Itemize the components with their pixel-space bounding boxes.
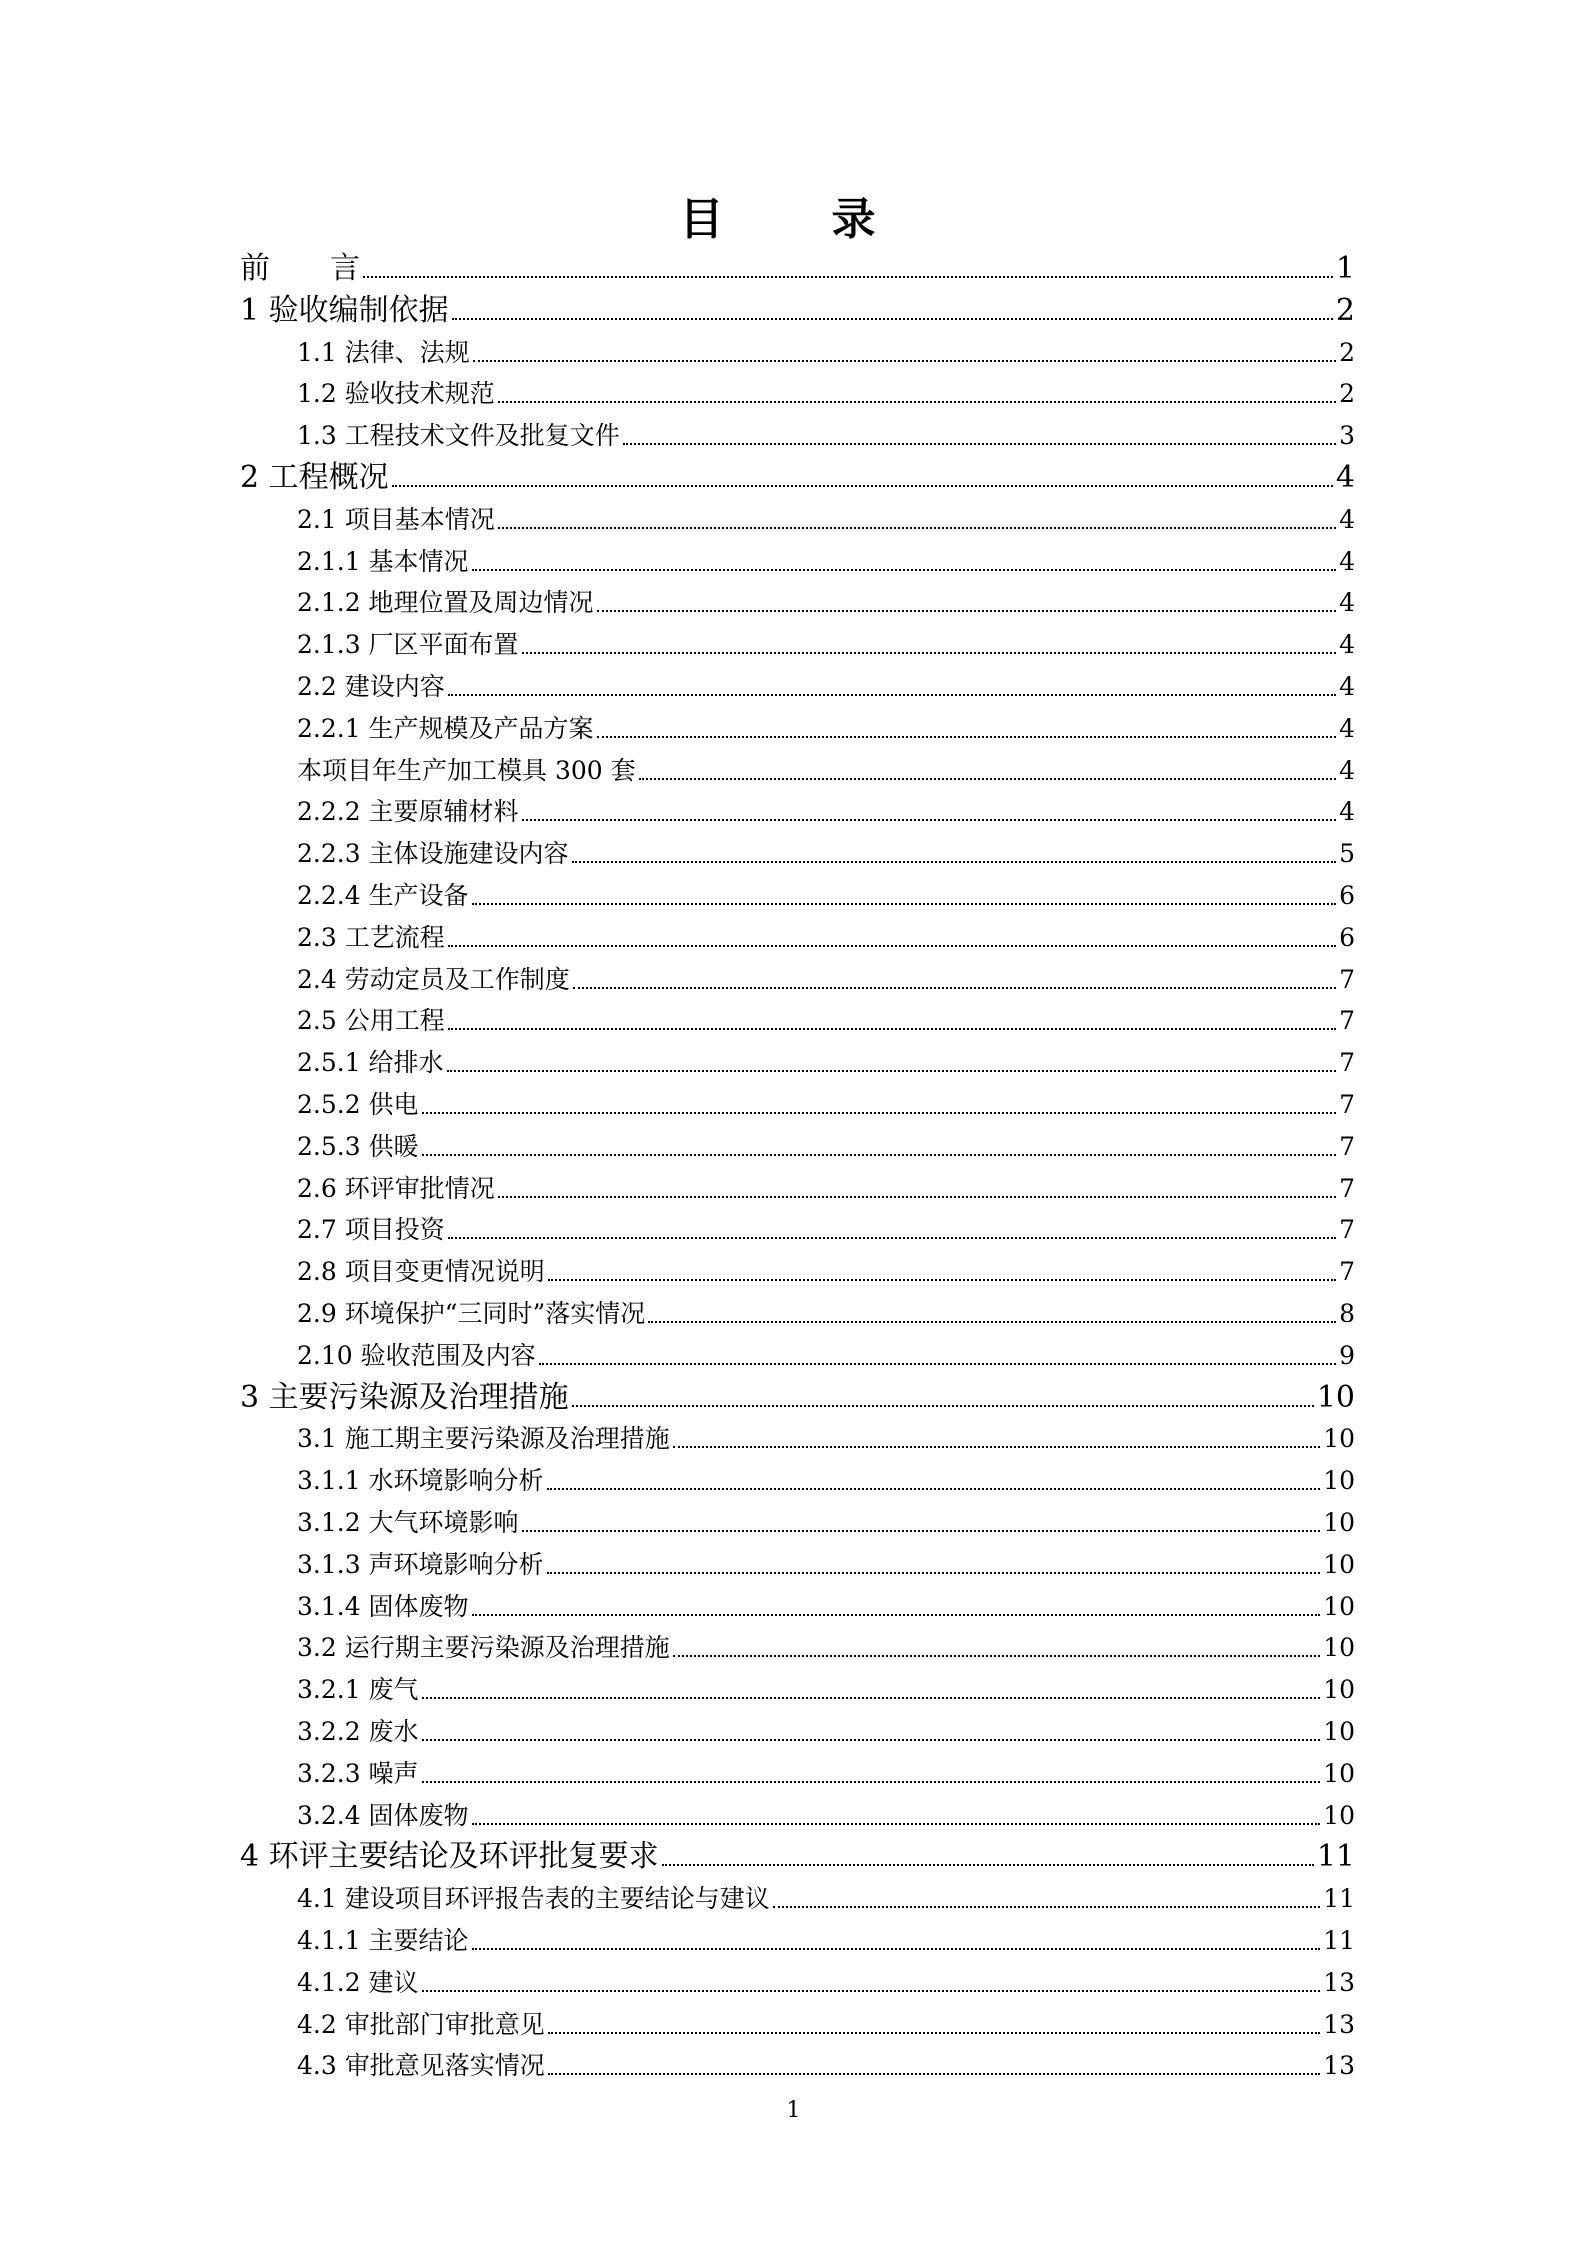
toc-entry[interactable] <box>297 1542 1355 1582</box>
toc-entry[interactable] <box>240 288 1355 328</box>
toc-entry[interactable] <box>297 1124 1355 1164</box>
toc-entry[interactable] <box>297 580 1355 620</box>
toc-leader-dots <box>392 485 1333 487</box>
toc-entry-label: 4.1.2 建议 <box>297 1967 419 1997</box>
toc-entry-label: 2.2.4 生产设备 <box>297 881 469 910</box>
toc-entry-page: 11 <box>1316 1839 1355 1875</box>
toc-entry-label: 4.1 建设项目环评报告表的主要结论与建议 <box>297 1884 770 1914</box>
toc-entry[interactable] <box>297 622 1355 662</box>
toc-leader-dots <box>623 443 1336 445</box>
toc-entry-page: 4 <box>1339 672 1355 701</box>
toc-leader-dots <box>422 1112 1337 1114</box>
toc-leader-dots <box>452 318 1333 320</box>
toc-entry-page: 4 <box>1339 713 1355 743</box>
toc-entry-page: 2 <box>1335 292 1355 328</box>
toc-leader-dots <box>773 1906 1320 1908</box>
toc-entry-page: 4 <box>1339 504 1355 534</box>
toc-entry-page: 7 <box>1339 1215 1355 1245</box>
toc-entry-label: 3 主要污染源及治理措施 <box>240 1379 569 1415</box>
toc-entry-label: 2.10 验收范围及内容 <box>297 1340 536 1370</box>
toc-entry-label: 2.2.1 生产规模及产品方案 <box>297 713 594 743</box>
toc-entry-page: 10 <box>1323 1466 1355 1496</box>
toc-entry-label: 2.1 项目基本情况 <box>297 504 495 534</box>
toc-leader-dots <box>573 987 1336 989</box>
toc-entry-label: 3.1.1 水环境影响分析 <box>297 1466 544 1496</box>
toc-entry-label: 3.2 运行期主要污染源及治理措施 <box>297 1633 670 1663</box>
toc-leader-dots <box>498 401 1336 403</box>
toc-leader-dots <box>548 1279 1336 1281</box>
toc-entry[interactable] <box>297 831 1355 871</box>
toc-leader-dots <box>422 1154 1337 1156</box>
toc-entry-label: 2.1.2 地理位置及周边情况 <box>297 588 594 618</box>
toc-leader-dots <box>363 276 1333 278</box>
toc-entry-page: 7 <box>1339 1090 1355 1119</box>
toc-entry-label: 2.1.3 厂区平面布置 <box>297 630 519 660</box>
toc-leader-dots <box>673 1446 1320 1448</box>
toc-leader-dots <box>639 778 1336 780</box>
toc-entry[interactable] <box>297 1291 1355 1331</box>
toc-entry-page: 13 <box>1323 2051 1355 2081</box>
toc-entry-page: 4 <box>1339 797 1355 827</box>
toc-entry[interactable] <box>297 1207 1355 1247</box>
toc-entry[interactable] <box>297 1500 1355 1540</box>
toc-entry-label: 前 言 <box>240 251 360 286</box>
toc-entry-label: 2.4 劳动定员及工作制度 <box>297 964 570 994</box>
toc-entry-label: 3.1.4 固体废物 <box>297 1591 469 1621</box>
toc-entry-label: 1 验收编制依据 <box>240 292 449 328</box>
toc-entry-label: 2.8 项目变更情况说明 <box>297 1257 545 1287</box>
toc-entry-label: 2.2.3 主体设施建设内容 <box>297 839 569 869</box>
toc-entry-page: 7 <box>1339 1131 1355 1161</box>
toc-entry-page: 4 <box>1339 630 1355 660</box>
toc-entry[interactable] <box>297 1751 1355 1791</box>
toc-leader-dots <box>547 1488 1321 1490</box>
page-title: 目 录 <box>679 194 908 245</box>
toc-entry-page: 13 <box>1323 2009 1355 2039</box>
toc-leader-dots <box>422 1781 1321 1783</box>
toc-entry-page: 6 <box>1339 922 1355 952</box>
toc-entry[interactable] <box>297 789 1355 829</box>
toc-entry-page: 10 <box>1323 1549 1355 1579</box>
toc-entry-page: 7 <box>1339 1048 1355 1078</box>
toc-entry[interactable] <box>297 957 1355 997</box>
toc-entry-label: 2.5.1 给排水 <box>297 1048 444 1078</box>
toc-leader-dots <box>548 2073 1320 2075</box>
toc-entry-label: 2.2 建设内容 <box>297 672 445 701</box>
toc-entry[interactable] <box>297 539 1355 579</box>
toc-entry-label: 3.1.3 声环境影响分析 <box>297 1549 544 1579</box>
toc-entry-label: 3.2.4 固体废物 <box>297 1800 469 1830</box>
toc-entry-label: 1.3 工程技术文件及批复文件 <box>297 421 620 451</box>
toc-entry-label: 2.6 环评审批情况 <box>297 1173 495 1203</box>
toc-entry-page: 7 <box>1339 1257 1355 1287</box>
toc-entry[interactable] <box>297 706 1355 746</box>
toc-entry[interactable] <box>297 497 1355 537</box>
toc-entry-page: 10 <box>1323 1800 1355 1830</box>
toc-entry[interactable] <box>297 330 1355 370</box>
toc-entry-label: 2.2.2 主要原辅材料 <box>297 797 519 827</box>
toc-entry[interactable] <box>297 2043 1355 2083</box>
toc-leader-dots <box>673 1655 1320 1657</box>
toc-entry-label: 4.1.1 主要结论 <box>297 1926 469 1955</box>
toc-entry-label: 4.3 审批意见落实情况 <box>297 2051 545 2081</box>
toc-entry-label: 3.2.1 废气 <box>297 1675 419 1705</box>
toc-entry-page: 7 <box>1339 964 1355 994</box>
toc-entry-label: 4.2 审批部门审批意见 <box>297 2009 545 2039</box>
toc-leader-dots <box>422 1990 1321 1992</box>
toc-entry-page: 6 <box>1339 881 1355 910</box>
toc-entry-page: 10 <box>1323 1717 1355 1746</box>
toc-leader-dots <box>572 861 1337 863</box>
toc-leader-dots <box>472 1948 1321 1950</box>
toc-leader-dots <box>522 819 1337 821</box>
toc-leader-dots <box>548 2032 1320 2034</box>
toc-entry-label: 4 环评主要结论及环评批复要求 <box>240 1839 659 1875</box>
toc-entry[interactable] <box>297 1960 1355 2000</box>
toc-entry[interactable] <box>297 1040 1355 1080</box>
toc-leader-dots <box>498 1196 1336 1198</box>
page-number: 1 <box>786 2098 801 2123</box>
toc-entry[interactable] <box>297 915 1355 955</box>
toc-leader-dots <box>539 1363 1336 1365</box>
toc-leader-dots <box>448 694 1336 696</box>
toc-leader-dots <box>597 610 1337 612</box>
toc-entry-page: 5 <box>1339 839 1355 869</box>
toc-entry[interactable] <box>297 1793 1355 1833</box>
toc-entry-page: 2 <box>1339 379 1355 409</box>
toc-entry-page: 4 <box>1339 755 1355 785</box>
toc-entry-page: 8 <box>1339 1299 1355 1328</box>
toc-entry[interactable] <box>297 1166 1355 1206</box>
toc-entry-page: 1 <box>1335 251 1355 286</box>
toc-entry-page: 10 <box>1316 1379 1355 1415</box>
toc-leader-dots <box>498 527 1336 529</box>
toc-entry[interactable] <box>297 1249 1355 1289</box>
toc-entry-page: 10 <box>1323 1633 1355 1663</box>
toc-entry-page: 10 <box>1323 1758 1355 1788</box>
toc-entry[interactable] <box>297 413 1355 453</box>
toc-entry-page: 4 <box>1339 546 1355 576</box>
toc-entry[interactable] <box>297 998 1355 1038</box>
toc-entry[interactable] <box>297 1458 1355 1498</box>
toc-entry-label: 2.5.2 供电 <box>297 1090 419 1119</box>
toc-entry-page: 9 <box>1339 1340 1355 1370</box>
toc-leader-dots <box>448 1237 1336 1239</box>
toc-leader-dots <box>547 1572 1321 1574</box>
toc-entry[interactable] <box>297 748 1355 788</box>
toc-entry-page: 11 <box>1323 1884 1355 1914</box>
toc-entry-page: 3 <box>1339 421 1355 451</box>
toc-entry-label: 1.2 验收技术规范 <box>297 379 495 409</box>
toc-entry-page: 13 <box>1323 1967 1355 1997</box>
toc-entry-label: 2.5.3 供暖 <box>297 1131 419 1161</box>
toc-leader-dots <box>472 1614 1321 1616</box>
toc-entry[interactable] <box>297 664 1355 704</box>
toc-entry-label: 3.2.3 噪声 <box>297 1758 419 1788</box>
toc-leader-dots <box>472 569 1337 571</box>
toc-entry[interactable] <box>240 246 1355 286</box>
toc-leader-dots <box>448 1028 1336 1030</box>
toc-entry-page: 10 <box>1323 1591 1355 1621</box>
toc-leader-dots <box>648 1321 1336 1323</box>
toc-entry[interactable] <box>240 1834 1355 1874</box>
toc-entry[interactable] <box>297 1082 1355 1122</box>
toc-entry-page: 7 <box>1339 1173 1355 1203</box>
toc-leader-dots <box>597 736 1337 738</box>
toc-leader-dots <box>522 1530 1321 1532</box>
toc-entry[interactable] <box>240 1375 1355 1415</box>
toc-entry-page: 7 <box>1339 1006 1355 1036</box>
toc-entry[interactable] <box>297 2002 1355 2042</box>
toc-entry-page: 10 <box>1323 1675 1355 1705</box>
toc-leader-dots <box>447 1070 1337 1072</box>
toc-entry-label: 2.5 公用工程 <box>297 1006 445 1036</box>
toc-entry-label: 3.1 施工期主要污染源及治理措施 <box>297 1424 670 1454</box>
toc-entry-label: 本项目年生产加工模具 300 套 <box>297 755 636 785</box>
toc-entry-page: 2 <box>1339 337 1355 367</box>
toc-entry[interactable] <box>297 873 1355 913</box>
toc-entry[interactable] <box>297 371 1355 411</box>
toc-entry[interactable] <box>297 1584 1355 1624</box>
toc-entry-label: 3.2.2 废水 <box>297 1717 419 1746</box>
toc-leader-dots <box>448 945 1336 947</box>
toc-entry-label: 2.7 项目投资 <box>297 1215 445 1245</box>
toc-entry-page: 4 <box>1339 588 1355 618</box>
toc-entry[interactable] <box>297 1876 1355 1916</box>
toc-entry[interactable] <box>297 1416 1355 1456</box>
toc-entry-label: 2 工程概况 <box>240 460 389 495</box>
toc-entry[interactable] <box>297 1709 1355 1749</box>
toc-leader-dots <box>472 903 1337 905</box>
toc-leader-dots <box>662 1864 1314 1866</box>
toc-entry-label: 2.3 工艺流程 <box>297 922 445 952</box>
toc-entry-label: 3.1.2 大气环境影响 <box>297 1508 519 1537</box>
toc-leader-dots <box>422 1739 1321 1741</box>
toc-entry[interactable] <box>240 455 1355 495</box>
toc-entry-page: 10 <box>1323 1508 1355 1537</box>
toc-entry[interactable] <box>297 1918 1355 1958</box>
toc-entry-page: 4 <box>1335 460 1355 495</box>
toc-entry[interactable] <box>297 1667 1355 1707</box>
toc-entry-label: 2.9 环境保护“三同时”落实情况 <box>297 1299 646 1328</box>
toc-leader-dots <box>522 652 1337 654</box>
toc-entry-label: 1.1 法律、法规 <box>297 337 470 367</box>
toc-leader-dots <box>473 360 1336 362</box>
toc-entry[interactable] <box>297 1625 1355 1665</box>
toc-leader-dots <box>422 1697 1321 1699</box>
toc-leader-dots <box>472 1823 1321 1825</box>
toc-leader-dots <box>572 1405 1314 1407</box>
toc-entry-label: 2.1.1 基本情况 <box>297 546 469 576</box>
toc-entry-page: 10 <box>1323 1424 1355 1454</box>
toc-entry-page: 11 <box>1323 1926 1355 1955</box>
toc-entry[interactable] <box>297 1333 1355 1373</box>
